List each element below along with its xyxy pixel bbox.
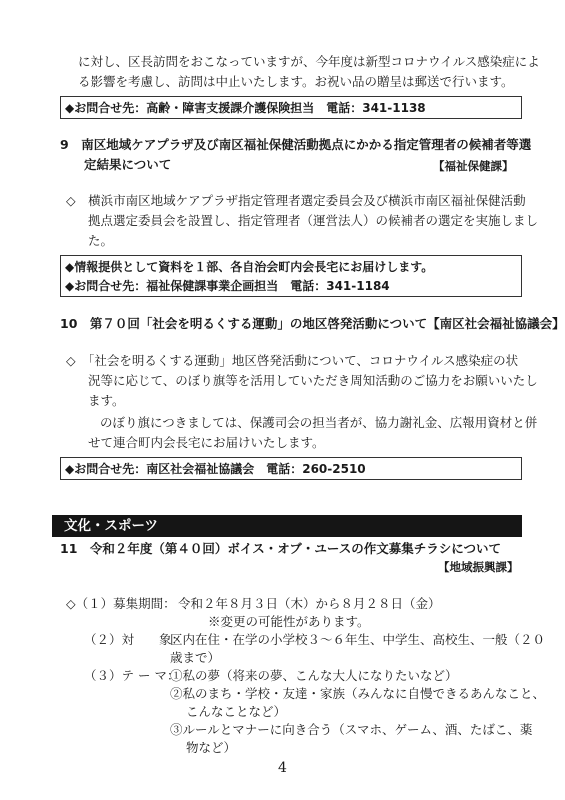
item11-theme-3-line-2: 物など） (186, 740, 237, 755)
item10-body-line-2: 況等に応じて、のぼり旗等を活用していただき周知活動のご協力をお願いいたし (88, 373, 538, 388)
item11-department: 【地域振興課】 (438, 560, 519, 574)
item10-body-line-5: せて連合町内会長宅にお届けいたします。 (88, 435, 325, 450)
item11-title: 11 令和２年度（第４０回）ボイス・オブ・ユースの作文募集チラシについて (60, 541, 502, 556)
item9-body-line-3: た。 (88, 233, 114, 248)
item11-row2-label: （２）対 象： (84, 632, 185, 647)
page-number: 4 (278, 760, 287, 776)
contact-line: ◆お問合せ先：高齢・障害支援課介護保険担当 電話：341-1138 (65, 101, 426, 115)
item10-body-line-1: ◇ 「社会を明るくする運動」地区啓発活動について、コロナウイルス感染症の状 (66, 353, 519, 368)
section-header: 文化・スポーツ (52, 515, 522, 537)
item10-body-line-4: のぼり旗につきましては、保護司会の担当者が、協力謝礼金、広報用資材と併 (100, 415, 538, 430)
item11-row1-value: 令和２年８月３日（木）から８月２８日（金） (178, 596, 441, 611)
intro-line-1: に対し、区長訪問をおこなっていますが、今年度は新型コロナウイルス感染症によ (78, 54, 540, 69)
item10-body-line-3: ます。 (88, 393, 125, 408)
info-line: ◆情報提供として資料を１部、各自治会町内会長宅にお届けします。 (65, 260, 434, 274)
item9-body-line-1: ◇ 横浜市南区地域ケアプラザ指定管理者選定委員会及び横浜市南区福祉保健活動 (66, 193, 526, 208)
item9-body-line-2: 拠点選定委員会を設置し、指定管理者（運営法人）の候補者の選定を実施しまし (88, 213, 539, 228)
contact-line: ◆お問合せ先：南区社会福祉協議会 電話：260-2510 (65, 462, 366, 476)
item11-row1-label: ◇（１）募集期間： (66, 596, 176, 611)
contact-box-1 (60, 96, 522, 119)
intro-line-2: る影響を考慮し、訪問は中止いたします。お祝い品の贈呈は郵送で行います。 (78, 74, 514, 89)
item11-theme-2-line-1: ②私のまち・学校・友達・家族（みんなに自慢できるあんなこと、 (170, 686, 546, 701)
item9-title-line-1: 9 南区地域ケアプラザ及び南区福祉保健活動拠点にかかる指定管理者の候補者等選 (60, 137, 532, 152)
item9-department: 【福祉保健課】 (433, 159, 514, 173)
item11-theme-3-line-1: ③ルールとマナーに向き合う（スマホ、ゲーム、酒、たばこ、薬 (170, 722, 533, 737)
item11-row2-value-2: 歳まで） (170, 650, 221, 665)
item9-info-box (60, 255, 522, 297)
item11-row3-label: （３）テ ー マ： (84, 668, 180, 683)
item11-theme-2-line-2: こんなことなど） (186, 704, 287, 719)
item10-title: 10 第７０回「社会を明るくする運動」の地区啓発活動について【南区社会福祉協議会】 (60, 316, 565, 331)
item10-contact-box (60, 457, 522, 480)
contact-line: ◆お問合せ先：福祉保健課事業企画担当 電話：341-1184 (65, 279, 390, 293)
item11-row1-note: ※変更の可能性があります。 (208, 614, 370, 629)
item9-title-line-2: 定結果について (84, 157, 172, 172)
item11-row2-value-1: 区内在住・在学の小学校３～６年生、中学生、高校生、一般（２０ (170, 632, 546, 647)
item11-theme-1: ①私の夢（将来の夢、こんな大人になりたいなど） (170, 668, 458, 683)
